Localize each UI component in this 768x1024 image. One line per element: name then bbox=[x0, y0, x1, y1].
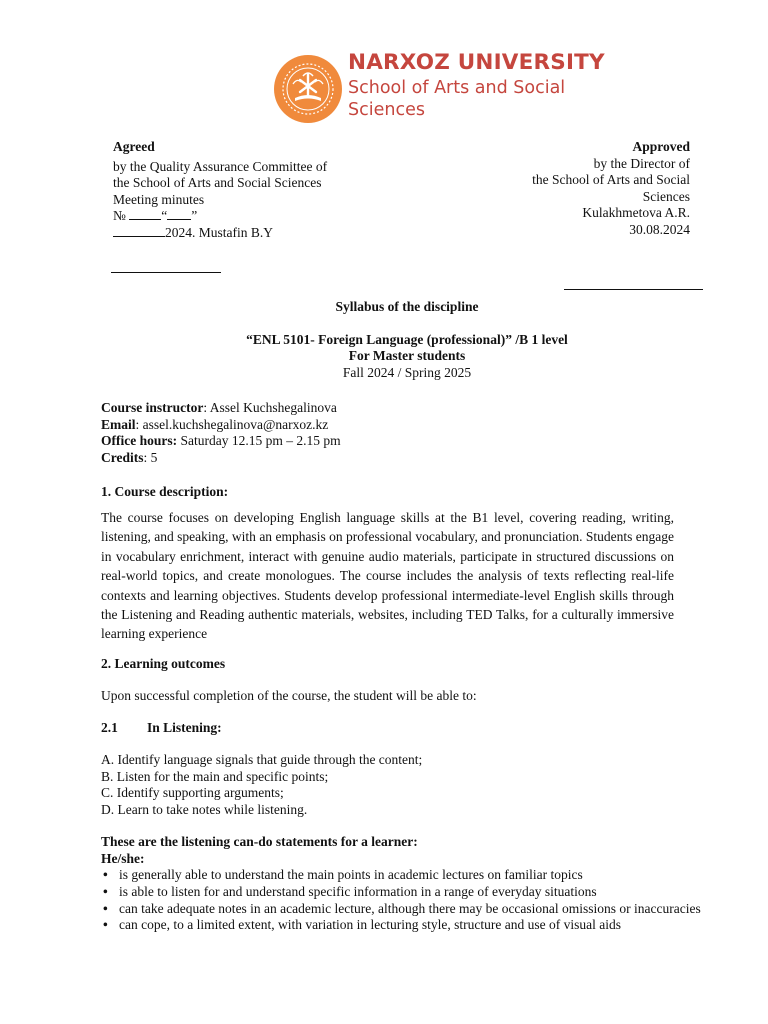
agreed-signature-line bbox=[111, 272, 221, 273]
learning-outcomes-intro: Upon successful completion of the course, the student will be able to: bbox=[101, 687, 477, 703]
course-term: Fall 2024 / Spring 2025 bbox=[342, 364, 472, 380]
approved-date: 30.08.2024 bbox=[629, 221, 690, 237]
email-value: : assel.kuchshegalinova@narxoz.kz bbox=[135, 416, 329, 432]
approved-line-3: Sciences bbox=[642, 188, 690, 204]
bullet-item: • can cope, to a limited extent, with variation in lecturing style, structure and use of visual aids bbox=[101, 917, 719, 934]
university-name: NARXOZ UNIVERSITY bbox=[348, 50, 605, 75]
can-do-subject: He/she: bbox=[101, 850, 145, 866]
approved-title: Approved bbox=[632, 139, 690, 154]
approved-name: Kulakhmetova A.R. bbox=[582, 205, 690, 220]
office-hours-label: Office hours: bbox=[101, 433, 178, 448]
can-do-bullet-list bbox=[101, 867, 719, 933]
course-audience: For Master students bbox=[348, 348, 466, 363]
university-seal-logo bbox=[273, 54, 343, 124]
section-2-heading: 2. Learning outcomes bbox=[101, 655, 226, 671]
syllabus-heading: Syllabus of the discipline bbox=[335, 299, 479, 314]
list-item: A. Identify language signals that guide through the content; bbox=[101, 752, 423, 768]
school-name-line-1: School of Arts and Social bbox=[348, 78, 566, 98]
course-description-text: The course focuses on developing English language skills at the B1 level, covering reading, writing, listening, and speaking, with an emphasis on professional vocabulary, and pronunciation. Students engage in vocabulary enrichment, interact with genuine audio materials, participate in structured discussions on real-world topics, and create monologues. The course includes the analysis of texts reflecting real-life contexts and learning objectives. Students develop professional intermediate-level English skills through the Listening and Reading authentic materials, websites, including TED Talks, for a culturally immersive learning experience bbox=[101, 510, 674, 642]
quote-open: “ bbox=[161, 208, 168, 223]
approved-line-2: the School of Arts and Social bbox=[532, 172, 690, 187]
agreed-line-1: by the Quality Assurance Committee of bbox=[113, 158, 328, 174]
approved-line-1: by the Director of bbox=[593, 155, 690, 171]
credits-label: Credits bbox=[101, 449, 144, 465]
approved-block bbox=[440, 139, 690, 238]
agreed-line-3: Meeting minutes bbox=[113, 191, 205, 207]
bullet-item: • is generally able to understand the main points in academic lectures on familiar topics bbox=[101, 867, 719, 884]
credits-row bbox=[101, 450, 681, 467]
office-hours-row bbox=[101, 433, 681, 450]
office-hours-value: Saturday 12.15 pm – 2.15 pm bbox=[177, 433, 341, 448]
listening-outcomes-list bbox=[101, 752, 674, 818]
instructor-label: Course instructor bbox=[101, 400, 204, 415]
can-do-heading: These are the listening can-do statements for a learner: bbox=[101, 834, 418, 850]
credits-value: : 5 bbox=[143, 449, 158, 465]
agreed-date-line bbox=[113, 225, 403, 242]
course-title: “ENL 5101- Foreign Language (professional)” /B 1 level bbox=[246, 331, 568, 347]
school-name-line-2: Sciences bbox=[348, 100, 425, 120]
agreed-line-2: the School of Arts and Social Sciences bbox=[113, 175, 322, 190]
agreed-block bbox=[113, 139, 403, 241]
document-body bbox=[101, 484, 701, 934]
instructor-row bbox=[101, 400, 681, 417]
approved-signature-line bbox=[564, 289, 703, 290]
bullet-item: • can take adequate notes in an academic lecture, although there may be occasional omissions or inaccuracies bbox=[101, 901, 719, 918]
agreed-minutes-number bbox=[113, 208, 403, 225]
bullet-item: • is able to listen for and understand specific information in a range of everyday situations bbox=[101, 884, 719, 901]
subsection-2-1-heading bbox=[101, 720, 674, 736]
agreed-date-blank bbox=[113, 225, 165, 237]
agreed-date-text: 2024. Mustafin B.Y bbox=[165, 224, 273, 240]
subsection-title: In Listening: bbox=[147, 720, 222, 736]
course-info bbox=[101, 400, 681, 466]
number-sign: № bbox=[113, 208, 126, 223]
quote-close: ” bbox=[191, 208, 198, 223]
syllabus-title-block bbox=[100, 299, 714, 381]
minutes-number-blank bbox=[129, 208, 161, 220]
subsection-number: 2.1 bbox=[101, 720, 118, 736]
email-row bbox=[101, 417, 681, 434]
email-label: Email bbox=[101, 416, 136, 432]
instructor-value: : Assel Kuchshegalinova bbox=[203, 400, 337, 415]
school-name bbox=[348, 77, 565, 121]
agreed-title: Agreed bbox=[113, 139, 155, 154]
list-item: D. Learn to take notes while listening. bbox=[101, 801, 308, 817]
list-item: C. Identify supporting arguments; bbox=[101, 785, 284, 801]
section-1-heading: 1. Course description: bbox=[101, 484, 229, 499]
list-item: B. Listen for the main and specific points; bbox=[101, 768, 329, 784]
minutes-day-blank bbox=[167, 208, 191, 220]
